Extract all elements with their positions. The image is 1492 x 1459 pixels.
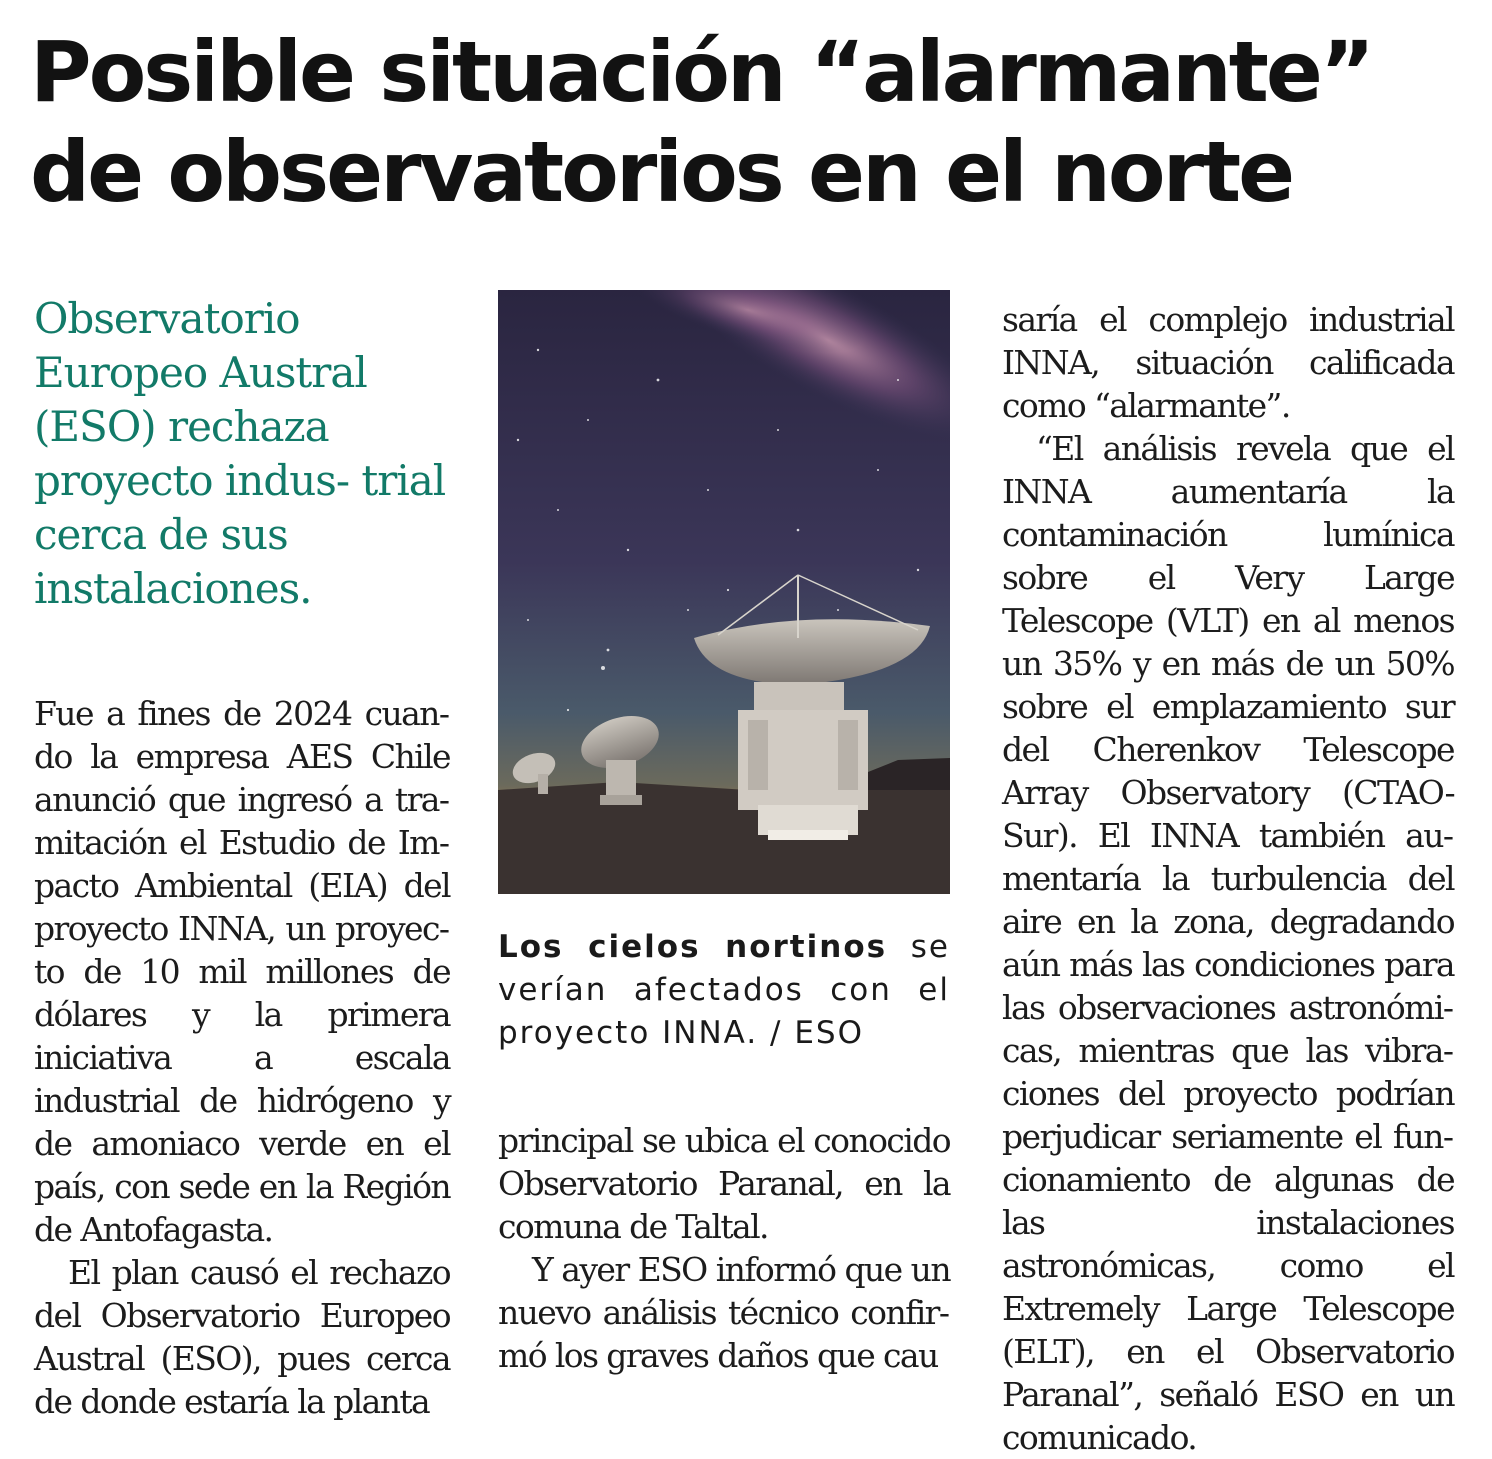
paragraph: El plan causó el rechazo del Observatorio Europeo Austral (ESO), pues cerca de donde estaría la planta [34,1253,450,1421]
paragraph: principal se ubica el conocido Observatorio Paranal, en la comuna de Taltal. [498,1121,950,1246]
photo-caption [498,926,950,1055]
paragraph: Fue a fines de 2024 cuando la empresa AES Chile anunció que ingresó a tramitación el Estudio de Impacto Ambiental (EIA) del proyecto INNA, un proyecto de 10 mil millones de dólares y la primera iniciativa a escala industrial de hidrógeno y de amoniaco verde en el país, con sede en la Región de Antofagasta. [34,694,450,1249]
column-2 [498,290,950,1377]
article-body-column-3 [1002,298,1454,1459]
caption-bold: Los cielos nortinos [498,929,888,965]
paragraph: saría el complejo industrial INNA, situación calificada como “alarmante”. [1002,300,1454,425]
column-1 [34,292,450,1423]
article-body-column-2 [498,1119,950,1377]
column-3 [1002,298,1454,1459]
observatory-photo [498,290,950,894]
paragraph: “El análisis revela que el INNA aumentaría la contaminación lumínica sobre el Very Large Telescope (VLT) en al menos un 35% y en más de un 50% sobre el emplazamiento sur del Cherenkov Telescope Array Observatory (CTAO-Sur). El INNA también aumentaría la turbulencia del aire en la zona, degradando aún más las condiciones para las observaciones astronómicas, mientras que las vibraciones del proyecto podrían perjudicar seriamente el funcionamiento de algunas de las instalaciones astronómicas, como el Extremely Large Telescope (ELT), en el Observatorio Paranal”, señaló ESO en un comunicado. [1002,429,1454,1457]
night-sky-telescopes-image [498,290,950,894]
headline-line-1: Posible situación “alarmante” [30,23,1373,121]
headline-line-2: de observatorios en el norte [30,123,1293,221]
paragraph: Y ayer ESO informó que un nuevo análisis técnico confirmó los graves daños que cau [498,1250,950,1375]
article-body-column-1 [34,692,450,1423]
headline [30,22,1470,222]
lede: Observatorio Europeo Austral (ESO) rechaza proyecto indus- trial cerca de sus instalaciones. [34,294,446,613]
caption-text: se verían afectados con el proyecto INNA. / ESO [498,929,950,1051]
